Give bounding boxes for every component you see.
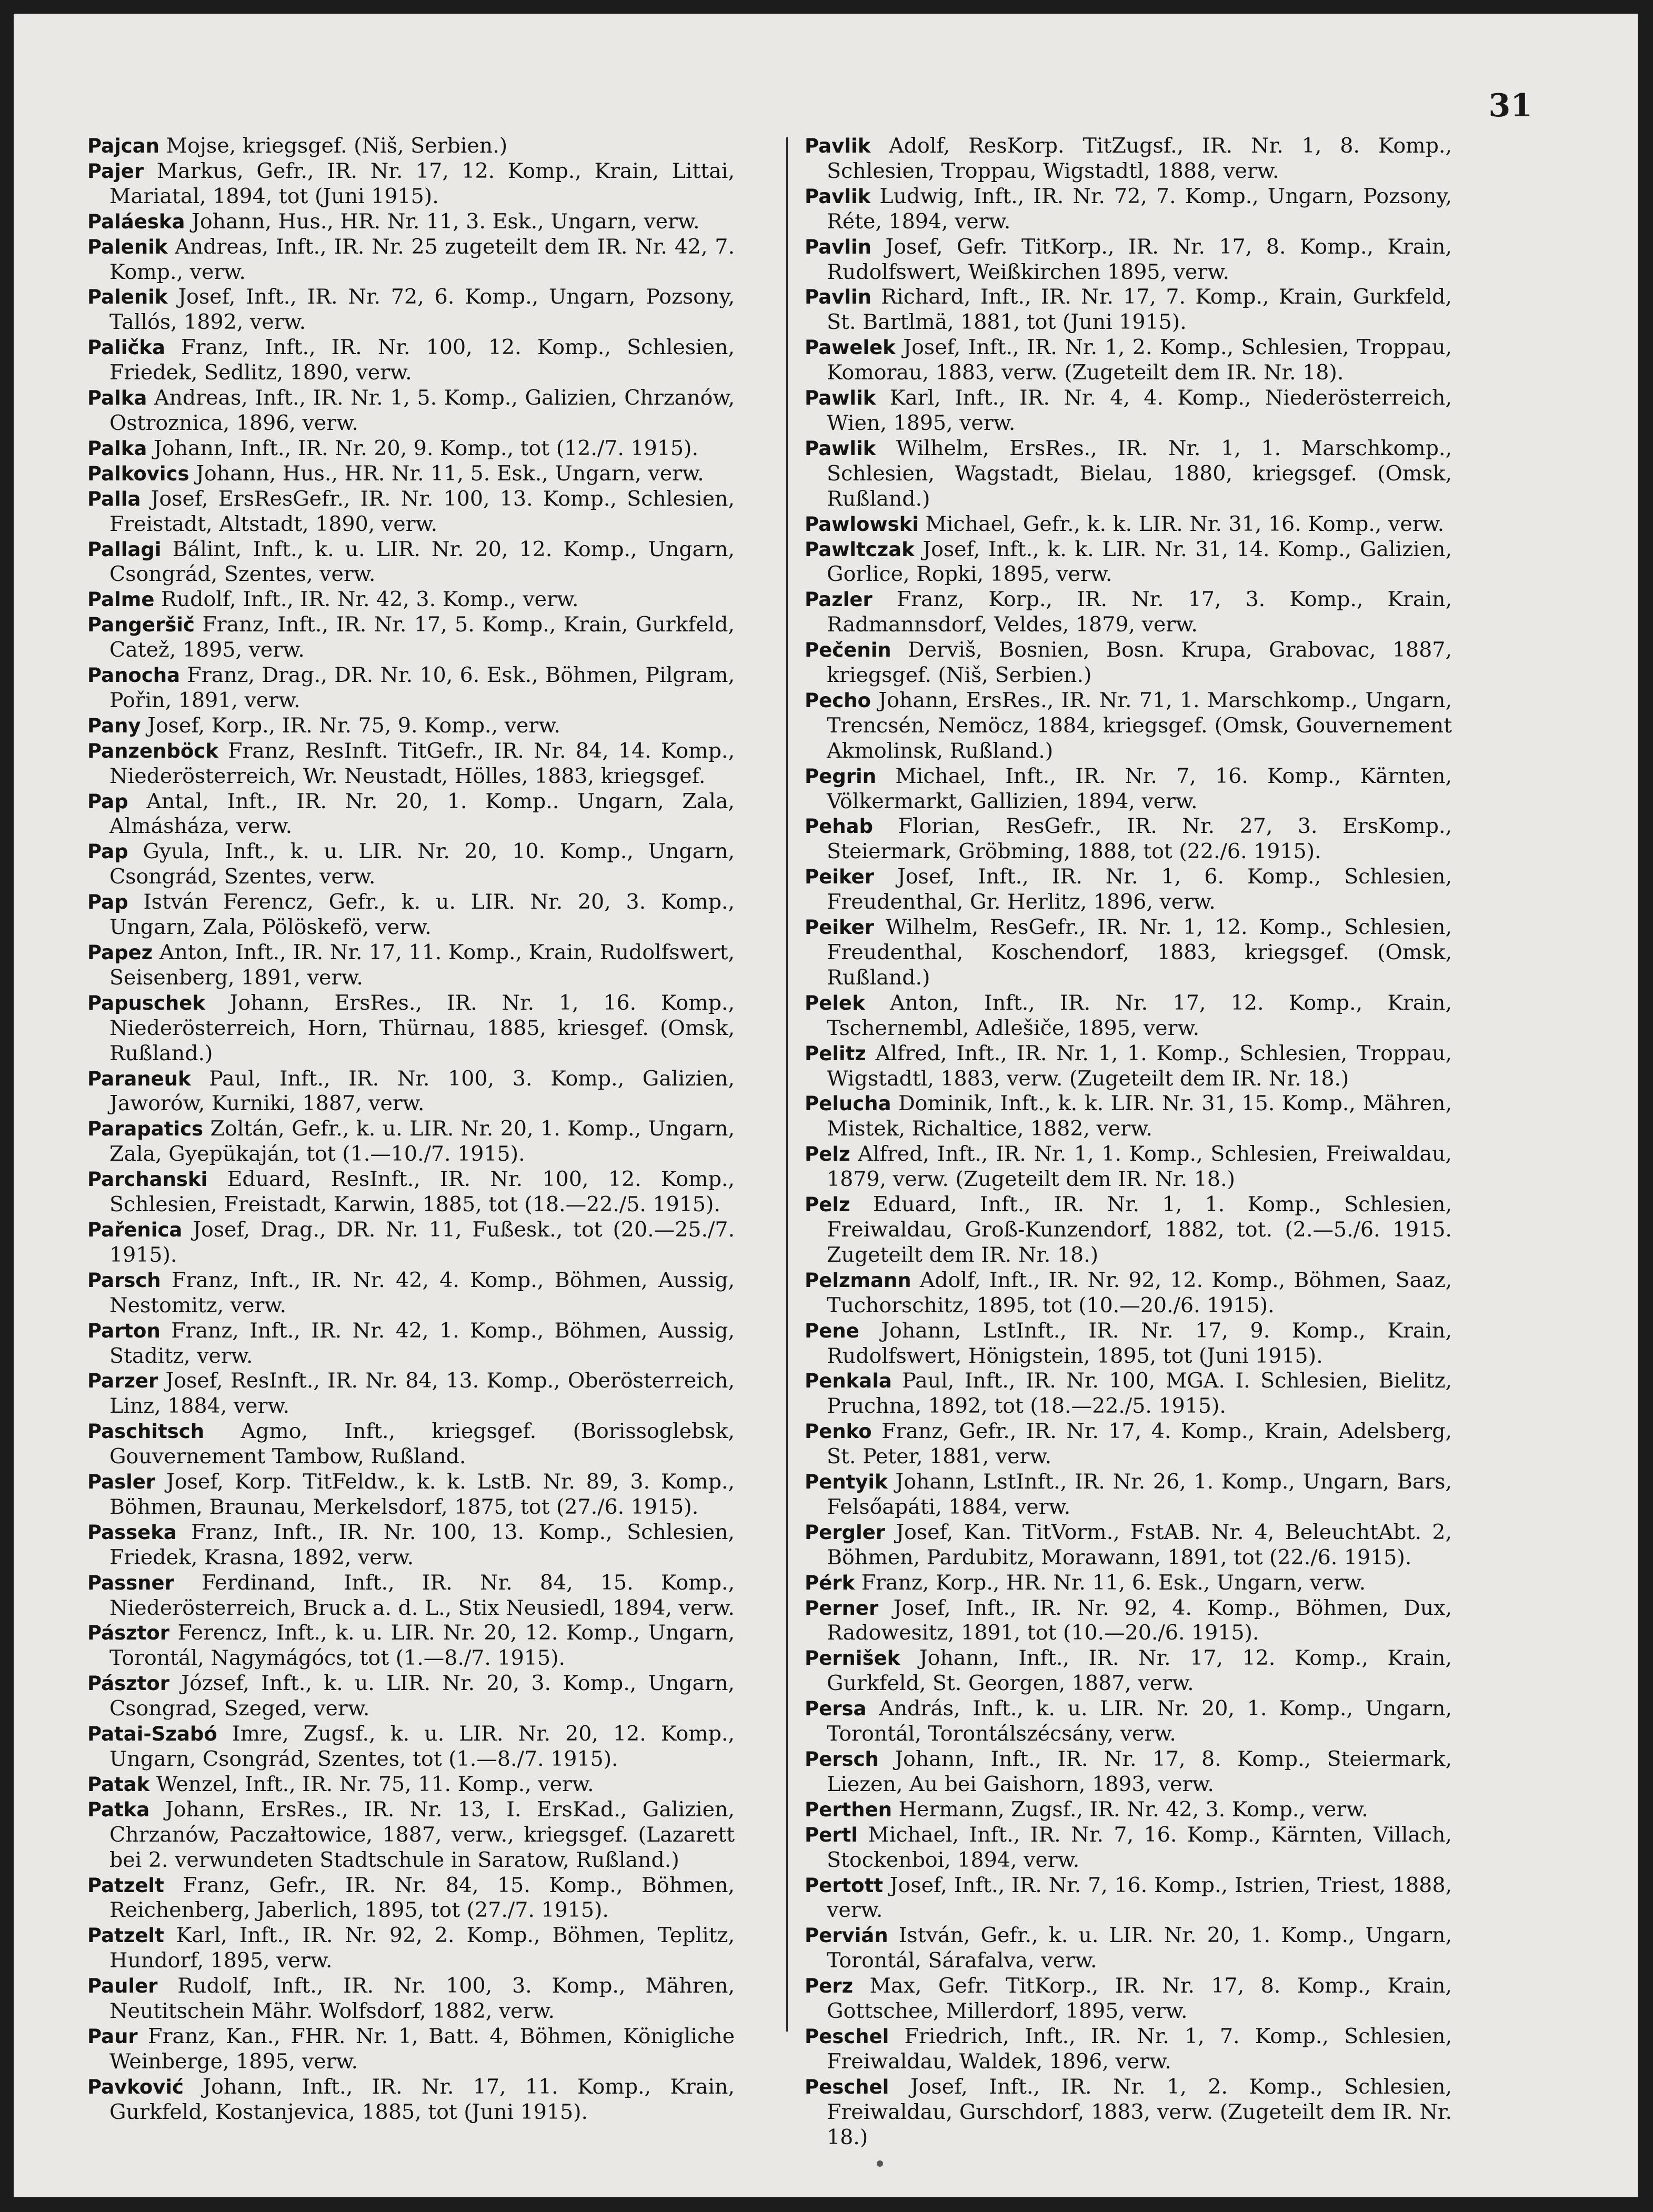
entry-details: Anton, Inft., IR. Nr. 17, 11. Komp., Krain, Rudolfswert, Seisenberg, 1891, verw. [109, 940, 735, 990]
entry-surname: Palenik [87, 235, 168, 258]
entry-details: Friedrich, Inft., IR. Nr. 1, 7. Komp., Schlesien, Freiwaldau, Waldek, 1896, verw. [827, 2024, 1452, 2074]
entry-details: Karl, Inft., IR. Nr. 4, 4. Komp., Niederösterreich, Wien, 1895, verw. [827, 386, 1452, 435]
list-item [805, 1797, 1452, 1823]
entry-surname: Palka [87, 387, 147, 410]
column-divider [786, 137, 788, 2032]
list-item [87, 386, 735, 436]
entry-details: Franz, Gefr., IR. Nr. 84, 15. Komp., Böhmen, Reichenberg, Jaberlich, 1895, tot (27./7. 1915). [109, 1873, 735, 1923]
entry-details: Johann, Inft., IR. Nr. 17, 12. Komp., Krain, Gurkfeld, St. Georgen, 1887, verw. [827, 1646, 1452, 1696]
list-item [805, 512, 1452, 537]
entry-surname: Pap [87, 840, 128, 863]
entry-surname: Pajer [87, 159, 144, 183]
entry-details: Johann, Hus., HR. Nr. 11, 3. Esk., Ungarn, verw. [192, 209, 700, 234]
list-item [87, 2075, 735, 2125]
list-item [87, 890, 735, 940]
entry-surname: Pap [87, 891, 128, 914]
list-item [87, 940, 735, 991]
entry-surname: Patak [87, 1773, 150, 1796]
entry-surname: Panzenböck [87, 739, 218, 762]
list-item [805, 764, 1452, 815]
entry-details: Mojse, kriegsgef. (Niš, Serbien.) [166, 134, 508, 158]
document-page [14, 14, 1638, 2197]
list-item [87, 1167, 735, 1218]
list-item [805, 1646, 1452, 1696]
entry-details: Michael, Inft., IR. Nr. 7, 16. Komp., Kärnten, Völkermarkt, Gallizien, 1894, verw. [827, 763, 1452, 813]
list-item [87, 663, 735, 713]
list-item [805, 864, 1452, 915]
entry-surname: Pelek [805, 991, 865, 1014]
entry-details: Josef, Inft., IR. Nr. 1, 6. Komp., Schlesien, Freudenthal, Gr. Herlitz, 1896, verw. [827, 864, 1452, 914]
list-item [87, 739, 735, 789]
entry-surname: Passner [87, 1571, 174, 1594]
entry-surname: Pavlik [805, 185, 871, 208]
left-column [87, 134, 735, 2125]
list-item [805, 335, 1452, 386]
entry-details: József, Inft., k. u. LIR. Nr. 20, 3. Komp., Ungarn, Csongrad, Szeged, verw. [109, 1671, 735, 1721]
list-item [805, 1923, 1452, 1974]
list-item [87, 1117, 735, 1167]
entry-details: Josef, Inft., IR. Nr. 92, 4. Komp., Böhmen, Dux, Radowesitz, 1891, tot (10.—20./6. 1915). [827, 1595, 1452, 1645]
entry-surname: Pérk [805, 1571, 855, 1594]
list-item [87, 461, 735, 487]
list-item [87, 839, 735, 890]
entry-surname: Pasler [87, 1471, 156, 1494]
entry-details: Richard, Inft., IR. Nr. 17, 7. Komp., Krain, Gurkfeld, St. Bartlmä, 1881, tot (Juni 1915). [827, 285, 1452, 335]
entry-details: Franz, Inft., IR. Nr. 42, 4. Komp., Böhmen, Aussig, Nestomitz, verw. [109, 1268, 735, 1318]
entry-surname: Pavković [87, 2075, 184, 2098]
entry-surname: Pallagi [87, 538, 162, 561]
entry-details: Franz, Kan., FHR. Nr. 1, Batt. 4, Böhmen, Königliche Weinberge, 1895, verw. [109, 2024, 735, 2074]
entry-details: Imre, Zugsf., k. u. LIR. Nr. 20, 12. Komp., Ungarn, Csongrád, Szentes, tot (1.—8./7. 1915). [109, 1722, 735, 1771]
list-item [87, 335, 735, 386]
entry-details: Johann, Inft., IR. Nr. 17, 8. Komp., Steiermark, Liezen, Au bei Gaishorn, 1893, verw. [827, 1747, 1452, 1796]
entry-surname: Pentyik [805, 1471, 888, 1494]
list-item [87, 487, 735, 537]
entry-surname: Pásztor [87, 1622, 170, 1645]
entry-details: Ludwig, Inft., IR. Nr. 72, 7. Komp., Ungarn, Pozsony, Réte, 1894, verw. [827, 184, 1452, 234]
entry-surname: Pap [87, 790, 128, 813]
list-item [805, 587, 1452, 638]
entry-surname: Pertott [805, 1874, 883, 1897]
entry-details: Franz, Inft., IR. Nr. 42, 1. Komp., Böhmen, Aussig, Staditz, verw. [109, 1318, 735, 1368]
entry-surname: Palme [87, 588, 155, 611]
list-item [805, 1520, 1452, 1571]
list-item [87, 1797, 735, 1873]
entry-surname: Parsch [87, 1269, 161, 1292]
entry-surname: Perz [805, 1975, 853, 1998]
list-item [87, 991, 735, 1067]
entry-surname: Peiker [805, 866, 874, 889]
list-item [805, 915, 1452, 991]
entry-surname: Pergler [805, 1521, 885, 1544]
entry-surname: Palka [87, 437, 147, 460]
list-item [805, 436, 1452, 512]
list-item [87, 1772, 735, 1797]
entry-surname: Parzer [87, 1370, 158, 1393]
entry-details: Josef, Inft., IR. Nr. 7, 16. Komp., Istrien, Triest, 1888, verw. [827, 1873, 1452, 1923]
entry-details: Franz, Korp., IR. Nr. 17, 3. Komp., Krain, Radmannsdorf, Veldes, 1879, verw. [827, 587, 1452, 637]
entry-details: Rudolf, Inft., IR. Nr. 100, 3. Komp., Mähren, Neutitschein Mähr. Wolfsdorf, 1882, verw. [109, 1974, 735, 2024]
list-item [87, 1067, 735, 1117]
entry-details: Michael, Inft., IR. Nr. 7, 16. Komp., Kärnten, Villach, Stockenboi, 1894, verw. [827, 1822, 1452, 1872]
entry-details: Josef, Drag., DR. Nr. 11, Fußesk., tot (20.—25./7. 1915). [109, 1217, 735, 1267]
list-item [805, 814, 1452, 864]
right-column [805, 134, 1452, 2150]
entry-details: Johann, Inft., IR. Nr. 20, 9. Komp., tot (12./7. 1915). [153, 436, 699, 460]
list-item [87, 285, 735, 335]
list-item [805, 1974, 1452, 2024]
entry-surname: Peschel [805, 2075, 889, 2098]
entry-details: Johann, Inft., IR. Nr. 17, 11. Komp., Krain, Gurkfeld, Kostanjevica, 1885, tot (Juni 1915). [109, 2074, 735, 2124]
entry-surname: Paschitsch [87, 1420, 205, 1443]
entry-surname: Papez [87, 941, 153, 964]
entry-details: Markus, Gefr., IR. Nr. 17, 12. Komp., Krain, Littai, Mariatal, 1894, tot (Juni 1915). [109, 158, 735, 208]
list-item [805, 1571, 1452, 1596]
list-item [87, 1319, 735, 1369]
list-item [805, 1041, 1452, 1092]
entry-details: Gyula, Inft., k. u. LIR. Nr. 20, 10. Komp., Ungarn, Csongrád, Szentes, verw. [109, 839, 735, 889]
list-item [87, 209, 735, 235]
entry-details: Franz, Korp., HR. Nr. 11, 6. Esk., Ungarn, verw. [861, 1570, 1366, 1595]
list-item [805, 1192, 1452, 1268]
entry-surname: Palenik [87, 286, 168, 309]
entry-details: Josef, ResInft., IR. Nr. 84, 13. Komp., Oberösterreich, Linz, 1884, verw. [109, 1369, 735, 1419]
entry-details: Franz, Inft., IR. Nr. 17, 5. Komp., Krain, Gurkfeld, Catež, 1895, verw. [109, 612, 735, 662]
list-item [805, 1319, 1452, 1369]
entry-details: Johann, LstInft., IR. Nr. 26, 1. Komp., Ungarn, Bars, Felsőapáti, 1884, verw. [827, 1470, 1452, 1519]
list-item [87, 587, 735, 612]
entry-details: Dominik, Inft., k. k. LIR. Nr. 31, 15. Komp., Mähren, Mistek, Richaltice, 1882, verw. [827, 1091, 1452, 1141]
entry-details: Wilhelm, ErsRes., IR. Nr. 1, 1. Marschkomp., Schlesien, Wagstadt, Bielau, 1880, kriegsgef. (Omsk, Rußland.) [827, 436, 1452, 511]
list-item [87, 134, 735, 159]
list-item [805, 991, 1452, 1041]
entry-surname: Panocha [87, 664, 181, 687]
list-item [87, 789, 735, 840]
entry-details: Paul, Inft., IR. Nr. 100, 3. Komp., Galizien, Jaworów, Kurniki, 1887, verw. [109, 1066, 735, 1116]
entry-surname: Pertl [805, 1823, 858, 1846]
list-item [87, 1873, 735, 1924]
list-item [805, 1142, 1452, 1192]
entry-surname: Pegrin [805, 765, 876, 788]
list-item [805, 638, 1452, 688]
entry-details: Rudolf, Inft., IR. Nr. 42, 3. Komp., verw. [161, 587, 579, 612]
entry-surname: Penkala [805, 1370, 892, 1393]
list-item [805, 1470, 1452, 1520]
list-item [87, 612, 735, 663]
entry-details: István, Gefr., k. u. LIR. Nr. 20, 1. Komp., Ungarn, Torontál, Sárafalva, verw. [827, 1923, 1452, 1973]
entry-surname: Pásztor [87, 1672, 170, 1695]
page-number: 31 [1488, 87, 1532, 124]
entry-surname: Palička [87, 336, 165, 359]
entry-details: Josef, Gefr. TitKorp., IR. Nr. 17, 8. Komp., Krain, Rudolfswert, Weißkirchen 1895, verw. [827, 234, 1452, 284]
list-item [87, 1520, 735, 1571]
footer-dot [877, 2160, 883, 2167]
entry-details: Eduard, Inft., IR. Nr. 1, 1. Komp., Schlesien, Freiwaldau, Groß-Kunzendorf, 1882, tot. (2.—5./6. 1915. Zugeteilt dem IR. Nr. 18.) [827, 1192, 1452, 1267]
entry-details: Adolf, ResKorp. TitZugsf., IR. Nr. 1, 8. Komp., Schlesien, Troppau, Wigstadtl, 1888, verw. [827, 134, 1452, 183]
list-item [87, 235, 735, 285]
entry-surname: Persa [805, 1697, 867, 1721]
list-item [87, 1722, 735, 1772]
entry-surname: Pany [87, 714, 141, 737]
list-item [805, 184, 1452, 235]
entry-details: Josef, Inft., k. k. LIR. Nr. 31, 14. Komp., Galizien, Gorlice, Ropki, 1895, verw. [827, 537, 1452, 587]
list-item [87, 713, 735, 739]
list-item [87, 1419, 735, 1470]
list-item [805, 2024, 1452, 2075]
entry-details: Alfred, Inft., IR. Nr. 1, 1. Komp., Schlesien, Troppau, Wigstadtl, 1883, verw. (Zugeteilt dem IR. Nr. 18.) [827, 1041, 1452, 1091]
list-item [87, 537, 735, 588]
entry-surname: Patka [87, 1798, 150, 1821]
entry-details: Eduard, ResInft., IR. Nr. 100, 12. Komp., Schlesien, Freistadt, Karwin, 1885, tot (18.—22./5. 1915). [109, 1167, 735, 1217]
list-item [87, 436, 735, 461]
list-item [805, 1747, 1452, 1797]
entry-details: Franz, ResInft. TitGefr., IR. Nr. 84, 14. Komp., Niederösterreich, Wr. Neustadt, Hölles, 1883, kriegsgef. [109, 738, 735, 788]
entry-surname: Paur [87, 2025, 138, 2048]
entry-details: Franz, Inft., IR. Nr. 100, 13. Komp., Schlesien, Friedek, Krasna, 1892, verw. [109, 1520, 735, 1570]
entry-surname: Pangeršič [87, 614, 195, 637]
entry-details: Michael, Gefr., k. k. LIR. Nr. 31, 16. Komp., verw. [925, 511, 1445, 536]
entry-surname: Pelitz [805, 1042, 866, 1065]
list-item [87, 1571, 735, 1621]
entry-details: Wilhelm, ResGefr., IR. Nr. 1, 12. Komp., Schlesien, Freudenthal, Koschendorf, 1883, kriegsgef. (Omsk, Rußland.) [827, 915, 1452, 990]
entry-surname: Perthen [805, 1798, 892, 1821]
entry-surname: Pawlowski [805, 512, 919, 536]
entry-surname: Pavlin [805, 235, 871, 258]
entry-surname: Pelucha [805, 1092, 891, 1115]
entry-details: Josef, ErsResGefr., IR. Nr. 100, 13. Komp., Schlesien, Freistadt, Altstadt, 1890, verw. [109, 486, 735, 536]
list-item [805, 1369, 1452, 1419]
entry-surname: Pene [805, 1319, 859, 1342]
entry-surname: Perner [805, 1596, 879, 1620]
entry-details: Ferdinand, Inft., IR. Nr. 84, 15. Komp., Niederösterreich, Bruck a. d. L., Stix Neusiedl, 1894, verw. [109, 1570, 735, 1620]
entry-surname: Pawelek [805, 336, 896, 359]
entry-details: Hermann, Zugsf., IR. Nr. 42, 3. Komp., verw. [898, 1797, 1368, 1822]
entry-details: Adolf, Inft., IR. Nr. 92, 12. Komp., Böhmen, Saaz, Tuchorschitz, 1895, tot (10.—20./6. 1915). [827, 1268, 1452, 1318]
entry-surname: Parapatics [87, 1118, 204, 1141]
list-item [805, 1419, 1452, 1470]
list-item [805, 1268, 1452, 1319]
entry-details: Johann, ErsRes., IR. Nr. 13, I. ErsKad., Galizien, Chrzanów, Paczałtowice, 1887, verw., kriegsgef. (Lazarett bei 2. verwundeten Stadtschule in Saratow, Rußland.) [109, 1797, 735, 1872]
list-item [87, 1369, 735, 1419]
entry-details: Bálint, Inft., k. u. LIR. Nr. 20, 12. Komp., Ungarn, Csongrád, Szentes, verw. [109, 537, 735, 587]
entry-surname: Parchanski [87, 1168, 208, 1191]
entry-details: Franz, Gefr., IR. Nr. 17, 4. Komp., Krain, Adelsberg, St. Peter, 1881, verw. [827, 1419, 1452, 1469]
entry-surname: Peiker [805, 916, 874, 939]
entry-surname: Pawltczak [805, 538, 915, 561]
list-item [87, 1470, 735, 1520]
list-item [805, 386, 1452, 436]
entry-surname: Pařenica [87, 1218, 183, 1241]
entry-surname: Peschel [805, 2025, 889, 2048]
list-item [805, 1696, 1452, 1747]
entry-surname: Patai-Szabó [87, 1723, 217, 1746]
entry-surname: Pervián [805, 1924, 888, 1947]
entry-surname: Paraneuk [87, 1067, 191, 1090]
entry-details: Paul, Inft., IR. Nr. 100, MGA. I. Schlesien, Bielitz, Pruchna, 1892, tot (18.—22./5. 1915). [827, 1369, 1452, 1419]
entry-details: Johann, ErsRes., IR. Nr. 71, 1. Marschkomp., Ungarn, Trencsén, Nemöcz, 1884, kriegsgef. (Omsk, Gouvernement Akmolinsk, Rußland.) [827, 688, 1452, 763]
entry-details: Anton, Inft., IR. Nr. 17, 12. Komp., Krain, Tschernembl, Adlešiče, 1895, verw. [827, 990, 1452, 1040]
entry-surname: Patzelt [87, 1924, 164, 1947]
list-item [805, 1091, 1452, 1142]
list-item [805, 1823, 1452, 1873]
entry-details: Zoltán, Gefr., k. u. LIR. Nr. 20, 1. Komp., Ungarn, Zala, Gyepükaján, tot (1.—10./7. 1915). [109, 1117, 735, 1167]
entry-surname: Pelzmann [805, 1269, 911, 1292]
entry-details: Josef, Korp. TitFeldw., k. k. LstB. Nr. 89, 3. Komp., Böhmen, Braunau, Merkelsdorf, 1875, tot (27./6. 1915). [109, 1470, 735, 1519]
entry-surname: Palla [87, 487, 141, 510]
list-item [805, 1596, 1452, 1646]
entry-details: András, Inft., k. u. LIR. Nr. 20, 1. Komp., Ungarn, Torontál, Torontálszécsány, verw. [827, 1696, 1452, 1746]
entry-surname: Pehab [805, 815, 874, 838]
entry-details: Florian, ResGefr., IR. Nr. 27, 3. ErsKomp., Steiermark, Gröbming, 1888, tot (22./6. 1915). [827, 814, 1452, 864]
entry-details: Johann, Hus., HR. Nr. 11, 5. Esk., Ungarn, verw. [196, 461, 704, 486]
entry-details: Ferencz, Inft., k. u. LIR. Nr. 20, 12. Komp., Ungarn, Torontál, Nagymágócs, tot (1.—8./7. 1915). [109, 1621, 735, 1671]
entry-details: Wenzel, Inft., IR. Nr. 75, 11. Komp., verw. [156, 1772, 594, 1796]
list-item [87, 1218, 735, 1268]
entry-details: Franz, Drag., DR. Nr. 10, 6. Esk., Böhmen, Pilgram, Pořin, 1891, verw. [109, 663, 735, 712]
list-item [87, 1268, 735, 1319]
list-item [805, 2075, 1452, 2150]
list-item [805, 688, 1452, 764]
entry-details: Alfred, Inft., IR. Nr. 1, 1. Komp., Schlesien, Freiwaldau, 1879, verw. (Zugeteilt dem IR. Nr. 18.) [827, 1142, 1452, 1192]
entry-surname: Parton [87, 1319, 161, 1342]
list-item [805, 235, 1452, 285]
list-item [87, 1671, 735, 1722]
entry-details: Josef, Inft., IR. Nr. 72, 6. Komp., Ungarn, Pozsony, Tallós, 1892, verw. [109, 285, 735, 335]
entry-details: Andreas, Inft., IR. Nr. 1, 5. Komp., Galizien, Chrzanów, Ostroznica, 1896, verw. [109, 386, 735, 435]
list-item [805, 134, 1452, 184]
entry-surname: Pauler [87, 1975, 158, 1998]
entry-surname: Pazler [805, 588, 873, 611]
entry-surname: Pavlik [805, 135, 871, 157]
entry-details: István Ferencz, Gefr., k. u. LIR. Nr. 20, 3. Komp., Ungarn, Zala, Pölöskefö, verw. [109, 890, 735, 940]
entry-details: Josef, Inft., IR. Nr. 1, 2. Komp., Schlesien, Freiwaldau, Gurschdorf, 1883, verw. (Zugeteilt dem IR. Nr. 18.) [827, 2074, 1452, 2149]
list-item [805, 537, 1452, 588]
list-item [87, 159, 735, 209]
entry-surname: Persch [805, 1748, 879, 1771]
entry-details: Josef, Kan. TitVorm., FstAB. Nr. 4, BeleuchtAbt. 2, Böhmen, Pardubitz, Morawann, 1891, tot (22./6. 1915). [827, 1520, 1452, 1570]
entry-surname: Papuschek [87, 991, 205, 1014]
entry-surname: Pawlik [805, 387, 876, 410]
list-item [805, 285, 1452, 335]
list-item [87, 1974, 735, 2024]
list-item [87, 1923, 735, 1974]
entry-details: Josef, Korp., IR. Nr. 75, 9. Komp., verw. [147, 713, 560, 738]
entry-surname: Passeka [87, 1521, 177, 1544]
entry-details: Andreas, Inft., IR. Nr. 25 zugeteilt dem IR. Nr. 42, 7. Komp., verw. [109, 234, 735, 284]
entry-details: Max, Gefr. TitKorp., IR. Nr. 17, 8. Komp., Krain, Gottschee, Millerdorf, 1895, verw. [827, 1974, 1452, 2024]
list-item [805, 1873, 1452, 1924]
entry-surname: Pelz [805, 1193, 850, 1216]
entry-details: Johann, ErsRes., IR. Nr. 1, 16. Komp., Niederösterreich, Horn, Thürnau, 1885, kriesgef. (Omsk, Rußland.) [109, 990, 735, 1065]
list-item [87, 1621, 735, 1671]
entry-surname: Paláeska [87, 210, 185, 233]
entry-surname: Penko [805, 1420, 872, 1443]
entry-surname: Pajcan [87, 135, 160, 157]
entry-surname: Pawlik [805, 437, 876, 460]
entry-surname: Pernišek [805, 1647, 900, 1670]
entry-details: Karl, Inft., IR. Nr. 92, 2. Komp., Böhmen, Teplitz, Hundorf, 1895, verw. [109, 1923, 735, 1973]
entry-details: Agmo, Inft., kriegsgef. (Borissoglebsk, Gouvernement Tambow, Rußland. [109, 1419, 735, 1469]
entry-surname: Pavlin [805, 286, 871, 309]
entry-details: Franz, Inft., IR. Nr. 100, 12. Komp., Schlesien, Friedek, Sedlitz, 1890, verw. [109, 335, 735, 385]
entry-surname: Pelz [805, 1143, 850, 1166]
entry-details: Derviš, Bosnien, Bosn. Krupa, Grabovac, 1887, kriegsgef. (Niš, Serbien.) [827, 638, 1452, 688]
entry-surname: Pečenin [805, 639, 891, 662]
entry-details: Johann, LstInft., IR. Nr. 17, 9. Komp., Krain, Rudolfswert, Hönigstein, 1895, tot (Juni 1915). [827, 1318, 1452, 1368]
entry-surname: Pecho [805, 689, 871, 712]
entry-surname: Patzelt [87, 1874, 164, 1897]
entry-surname: Palkovics [87, 462, 189, 485]
entry-details: Josef, Inft., IR. Nr. 1, 2. Komp., Schlesien, Troppau, Komorau, 1883, verw. (Zugeteilt dem IR. Nr. 18). [827, 335, 1452, 385]
list-item [87, 2024, 735, 2075]
entry-details: Antal, Inft., IR. Nr. 20, 1. Komp.. Ungarn, Zala, Almásháza, verw. [109, 789, 735, 839]
